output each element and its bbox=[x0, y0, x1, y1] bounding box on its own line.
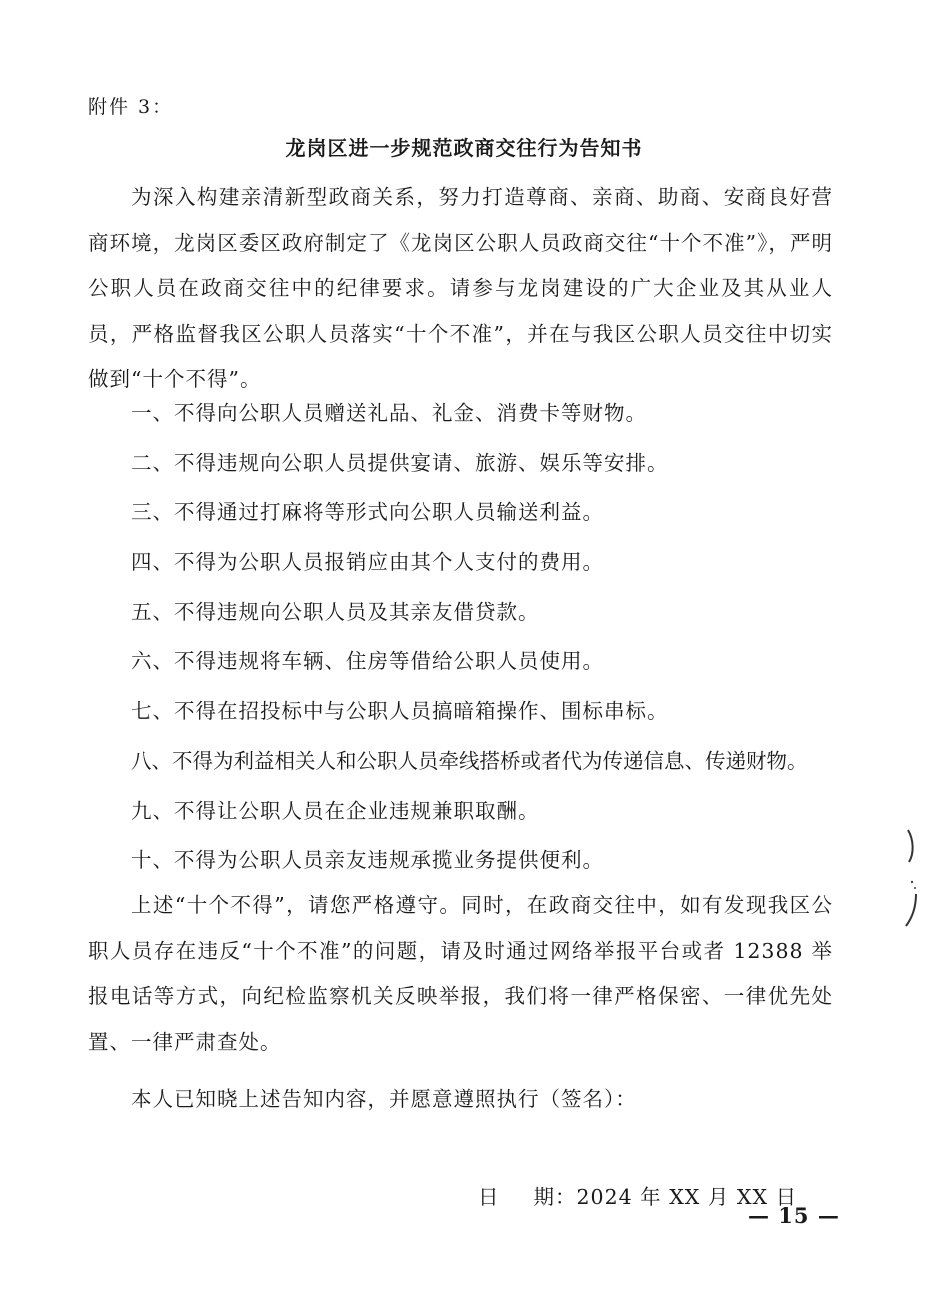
rule-item-3: 三、不得通过打麻将等形式向公职人员输送利益。 bbox=[131, 500, 604, 525]
intro-section bbox=[88, 175, 833, 403]
document-title: 龙岗区进一步规范政商交往行为告知书 bbox=[285, 136, 643, 160]
rules-list bbox=[88, 389, 848, 886]
rule-item-7: 七、不得在招投标中与公职人员搞暗箱操作、围标串标。 bbox=[131, 699, 669, 724]
page-number: — 15 — bbox=[748, 1203, 840, 1228]
date-label-1: 日 bbox=[478, 1185, 500, 1209]
rule-item-4: 四、不得为公职人员报销应由其个人支付的费用。 bbox=[131, 550, 604, 575]
date-value: 2024 年 XX 月 XX 日 bbox=[576, 1185, 798, 1209]
closing-paragraph: 上述“十个不得”，请您严格遵守。同时，在政商交往中，如有发现我区公职人员存在违反“十个不准”的问题，请及时通过网络举报平台或者 12388 举报电话等方式，向纪检监察机关反映举报，我们将一律严格保密、一律优先处置、一律严肃查处。 bbox=[88, 893, 833, 1054]
rule-item-9: 九、不得让公职人员在企业违规兼职取酬。 bbox=[131, 798, 540, 823]
rule-item-6: 六、不得违规将车辆、住房等借给公职人员使用。 bbox=[131, 649, 604, 674]
date-label-2: 期： bbox=[533, 1185, 577, 1209]
rule-item-10: 十、不得为公职人员亲友违规承揽业务提供便利。 bbox=[131, 848, 604, 873]
rule-item-8: 八、不得为利益相关人和公职人员牵线搭桥或者代为传递信息、传递财物。 bbox=[131, 748, 808, 773]
rule-item-1: 一、不得向公职人员赠送礼品、礼金、消费卡等财物。 bbox=[131, 401, 647, 425]
intro-paragraph: 为深入构建亲清新型政商关系，努力打造尊商、亲商、助商、安商良好营商环境，龙岗区委区政府制定了《龙岗区公职人员政商交往“十个不准”》，严明公职人员在政商交往中的纪律要求。请参与龙岗建设的广大企业及其从业人员，严格监督我区公职人员落实“十个不准”，并在与我区公职人员交往中切实做到“十个不得”。 bbox=[88, 185, 833, 391]
attachment-label: 附件 3： bbox=[88, 96, 174, 118]
acknowledgement-line: 本人已知晓上述告知内容，并愿意遵照执行（签名）： bbox=[131, 1087, 637, 1111]
scan-artifact-mark bbox=[902, 828, 920, 928]
closing-section bbox=[88, 883, 833, 1065]
rule-item-2: 二、不得违规向公职人员提供宴请、旅游、娱乐等安排。 bbox=[131, 450, 669, 475]
rule-item-5: 五、不得违规向公职人员及其亲友借贷款。 bbox=[131, 599, 540, 624]
